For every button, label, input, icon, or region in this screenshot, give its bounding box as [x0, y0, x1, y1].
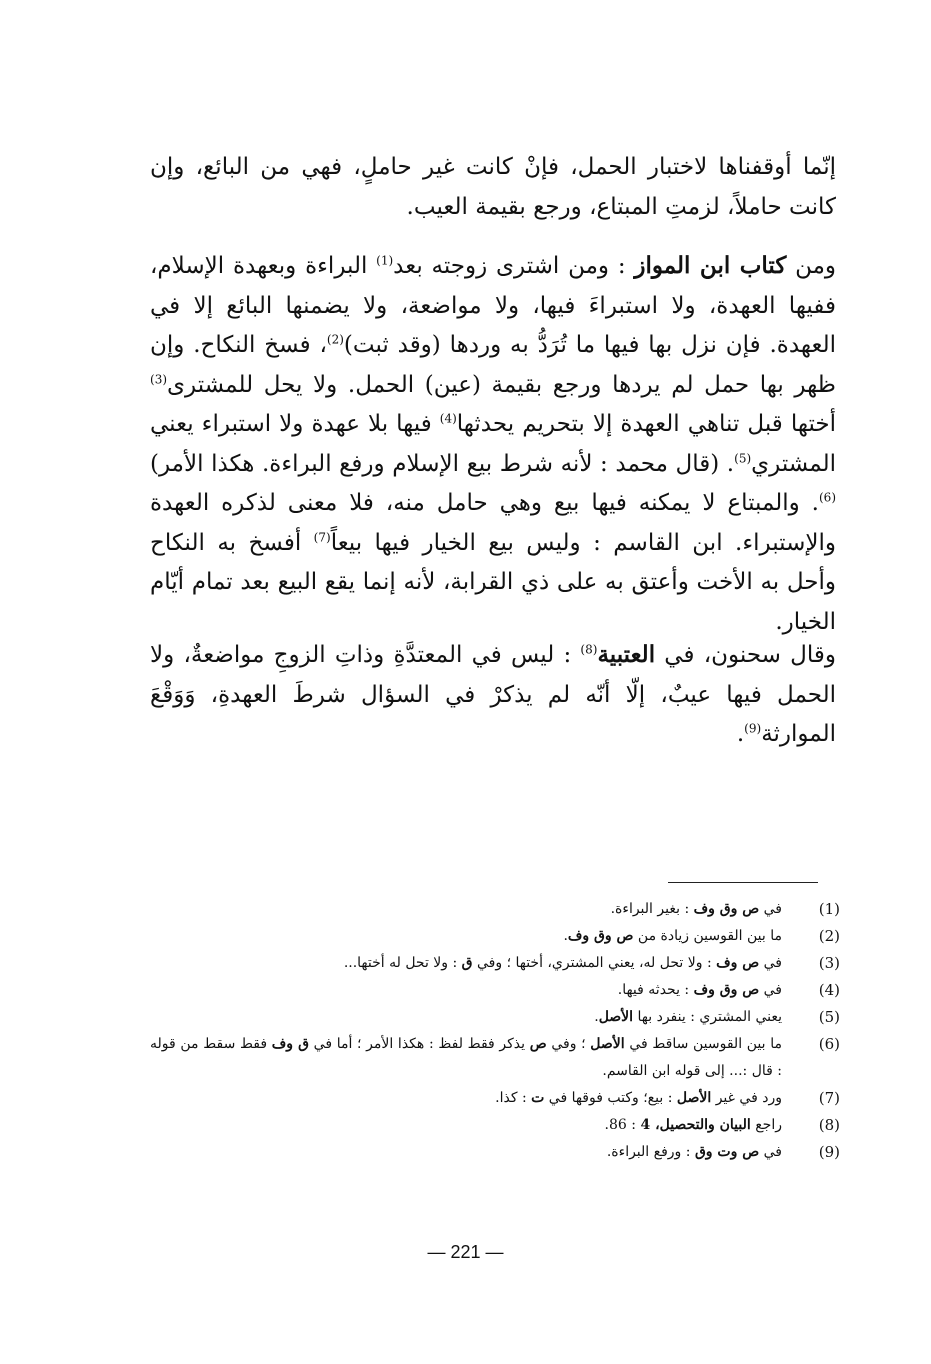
- footnote-source-siglum: البيان والتحصيل، 4: [640, 1117, 751, 1133]
- footnote-text: [150, 1031, 782, 1085]
- p2-a: : ومن اشترى زوجته بعد: [393, 253, 635, 279]
- footnote-item: [150, 977, 840, 1004]
- footnote-ref-9[interactable]: (9): [744, 721, 762, 736]
- p2-f: . (قال محمد : لأنه شرط بيع الإسلام ورفع البراءة. هكذا الأمر): [150, 450, 735, 477]
- footnote-text-part: ما بين القوسين ساقط في: [624, 1036, 782, 1052]
- footnote-source-siglum: الأصل: [598, 1009, 634, 1025]
- footnote-item: [150, 950, 840, 977]
- footnote-text-part: في: [759, 1144, 782, 1160]
- p2-g: . والمبتاع لا يمكنه فيها بيع وهي حامل منه، فلا معنى لذكره العهدة والإستبراء. ابن القاسم : وليس بيع الخيار فيها بيعاً: [150, 490, 836, 556]
- p2-b: البراءة وبعهدة الإسلام، ففيها العهدة، ولا استبراءَ فيها، ولا مواضعة، ولا يضمنها البائع إلا في العهدة. فإن نزل بها فيها ما تُرَدُّ به وردها (وقد ثبت): [150, 253, 836, 358]
- footnote-item: [150, 1139, 840, 1166]
- footnote-source-siglum: الأصل: [590, 1036, 625, 1052]
- footnote-ref-8[interactable]: (8): [580, 642, 598, 657]
- footnote-text: [150, 1004, 782, 1031]
- footnote-text: [150, 1085, 782, 1112]
- footnote-text-part: ؛ وفي: [546, 1036, 591, 1052]
- footnote-text: [150, 977, 782, 1004]
- footnote-number: (2): [818, 927, 840, 945]
- p3-c: .: [736, 721, 745, 747]
- footnote-text-part: .: [594, 1009, 599, 1025]
- footnote-source-siglum: ص وق وف: [567, 928, 634, 944]
- footnote-ref-6[interactable]: (6): [818, 490, 836, 505]
- p2-c: ، فسخ النكاح. وإن ظهر بها حمل لم يردها ورجع بقيمة (عين) الحمل. ولا يحل للمشترى: [150, 332, 836, 398]
- footnote-divider: [668, 882, 818, 883]
- footnote-text-part: .: [563, 928, 568, 944]
- footnote-number: (4): [818, 981, 840, 999]
- footnote-text: [150, 1139, 782, 1166]
- footnote-text-part: في: [759, 901, 782, 917]
- footnote-text-part: : 86.: [604, 1117, 641, 1133]
- footnote-number: (8): [818, 1116, 840, 1134]
- footnote-text-part: في: [759, 982, 782, 998]
- footnote-number: (5): [818, 1008, 840, 1026]
- footnotes-section: [150, 896, 840, 1166]
- footnote-text-part: ورد في غير: [711, 1090, 782, 1106]
- footnote-text-part: يذكر فقط لفظ : هكذا الأمر ؛ أما في: [308, 1036, 530, 1052]
- footnote-text: [150, 950, 782, 977]
- footnote-text: [150, 923, 782, 950]
- footnote-number: (6): [818, 1035, 840, 1053]
- footnote-text-part: : يحدثه فيها.: [617, 982, 694, 998]
- footnote-ref-1[interactable]: (1): [376, 253, 394, 268]
- footnote-ref-7[interactable]: (7): [313, 529, 331, 544]
- footnote-source-siglum: الأصل: [676, 1090, 712, 1106]
- book-title-al-utbiyya: العتبية: [597, 641, 656, 668]
- footnote-text: [150, 1112, 782, 1139]
- footnote-ref-5[interactable]: (5): [734, 450, 752, 465]
- footnote-text-part: فقط سقط من قوله : قال :... إلى قوله ابن القاسم.: [150, 1036, 782, 1079]
- footnote-text-part: راجع: [750, 1117, 782, 1133]
- footnote-text-part: ما بين القوسين زيادة من: [633, 928, 782, 944]
- footnote-source-siglum: ص وف: [716, 955, 760, 971]
- p3-a: وقال سحنون، في: [655, 642, 836, 668]
- footnote-text-part: : كذا.: [495, 1090, 532, 1106]
- footnote-item: [150, 923, 840, 950]
- footnote-ref-2[interactable]: (2): [326, 332, 344, 347]
- footnote-text: [150, 896, 782, 923]
- footnote-item: [150, 1085, 840, 1112]
- footnote-text-part: : ولا تحل له، يعني المشتري، أختها ؛ وفي: [472, 955, 717, 971]
- paragraph-3: [150, 635, 836, 755]
- footnote-item: [150, 1004, 840, 1031]
- p2-d: أختها قبل تناهي العهدة إلا بتحريم يحدثها: [456, 411, 836, 437]
- footnote-item: [150, 896, 840, 923]
- footnote-item: [150, 1112, 840, 1139]
- footnote-text-part: يعني المشتري : ينفرد بها: [633, 1009, 782, 1025]
- footnote-number: (1): [818, 900, 840, 918]
- p2-lead: ومن: [786, 253, 837, 279]
- footnote-text-part: : بيع؛ وكتب فوقها في: [544, 1090, 677, 1106]
- footnote-text-part: : بغير البراءة.: [610, 901, 694, 917]
- footnote-text-part: في: [759, 955, 782, 971]
- footnote-source-siglum: ت: [531, 1090, 545, 1106]
- footnote-text-part: : ورفع البراءة.: [606, 1144, 695, 1160]
- footnote-source-siglum: ص وق وف: [693, 901, 760, 917]
- page-number: — 221 —: [427, 1242, 504, 1262]
- footnote-number: (7): [818, 1089, 840, 1107]
- paragraph-2: [150, 246, 836, 642]
- paragraph-1-text: إنّما أوقفناها لاختبار الحمل، فإنْ كانت غير حاملٍ، فهي من البائع، وإن كانت حاملاً، لزمتِ المبتاع، ورجع بقيمة العيب.: [150, 154, 836, 220]
- footnote-ref-3[interactable]: (3): [150, 371, 168, 386]
- footnote-number: (3): [818, 954, 840, 972]
- footnote-text-part: : ولا تحل له أختها...: [343, 955, 462, 971]
- footnote-source-siglum: ص وت وق: [694, 1144, 760, 1160]
- paragraph-1: [150, 148, 836, 227]
- p2-h: أفسخ به النكاح وأحل به الأخت وأعتق به على ذي القرابة، لأنه إنما يقع البيع بعد تمام أيّام الخيار.: [150, 529, 836, 635]
- footnote-source-siglum: ص وق وف: [693, 982, 760, 998]
- footnote-source-siglum: ق: [461, 955, 473, 971]
- footnote-ref-4[interactable]: (4): [439, 411, 457, 426]
- footnote-source-siglum: ق وف: [271, 1036, 309, 1052]
- p2-e: فيها بلا عهدة ولا استبراء يعني المشتري: [150, 411, 836, 477]
- footnote-number: (9): [818, 1143, 840, 1161]
- book-title-ibn-al-mawwaz: كتاب ابن المواز: [634, 252, 787, 279]
- footnote-item: [150, 1031, 840, 1085]
- footnote-source-siglum: ص: [529, 1036, 547, 1052]
- p3-b: : ليس في المعتدَّةِ وذاتِ الزوجِ مواضعةٌ، ولا الحمل فيها عيبٌ، إلّا أنّه لم يذكرْ في السؤال شرطَ العهدةِ، وَوَقْعَ الموارثة: [150, 642, 836, 747]
